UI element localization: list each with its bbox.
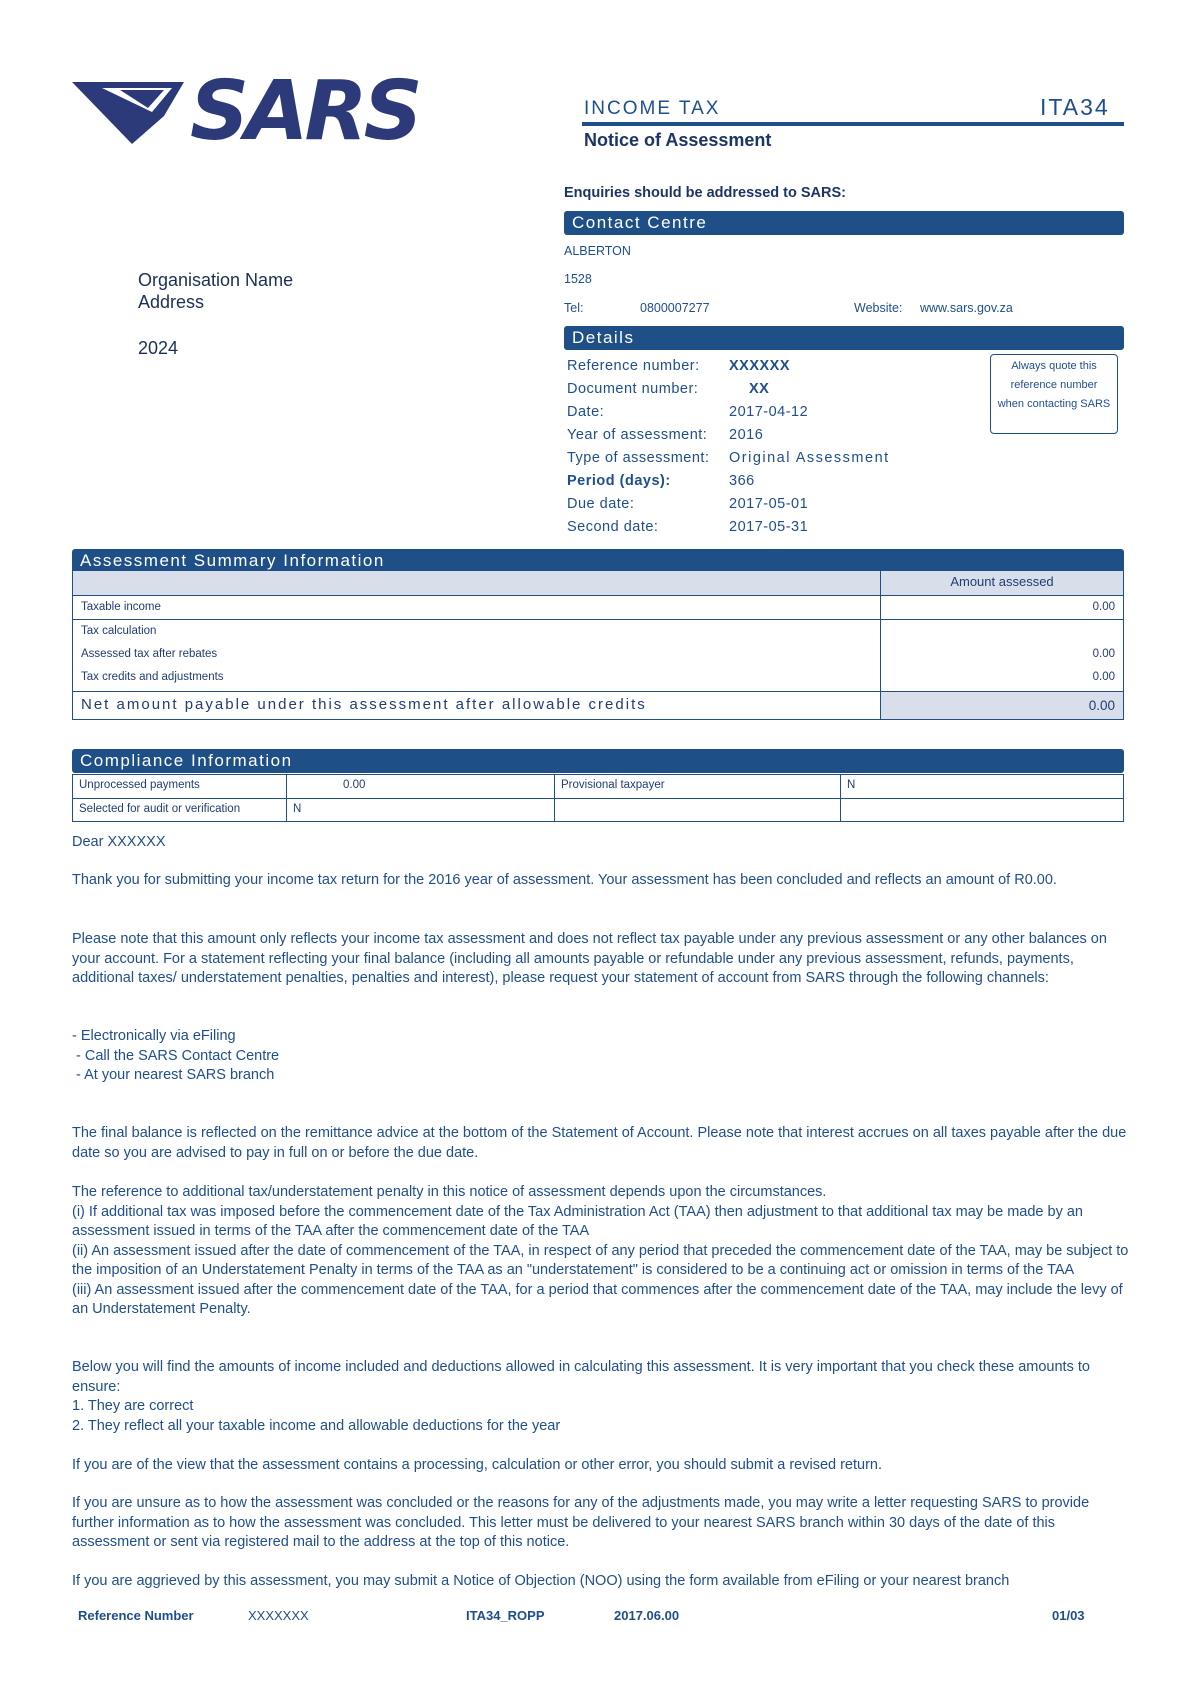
detail-label: Second date: <box>567 519 659 535</box>
enquiries-heading: Enquiries should be addressed to SARS: <box>564 185 846 201</box>
detail-label: Period (days): <box>567 473 671 489</box>
letter-paragraph-2: Please note that this amount only reflects your income tax assessment and does not reflect tax payable under any previous assessment or any other balances on your account. For a statement reflecting your final balance (including all amounts payable or refundable under any previous assessment, refunds, payments, additional taxes/ understatement penalties, penalties and interest), please request your statement of account from SARS through the following channels: <box>72 931 1107 986</box>
quote-reference-note: Always quote this reference number when contacting SARS <box>990 354 1118 434</box>
audit-label: Selected for audit or verification <box>73 799 287 821</box>
detail-value: Original Assessment <box>729 450 890 466</box>
letter-paragraph-1: Thank you for submitting your income tax return for the 2016 year of assessment. Your assessment has been concluded and reflects an amount of R0.00. <box>72 872 1057 888</box>
net-amount-value: 0.00 <box>881 692 1123 719</box>
notice-title: Notice of Assessment <box>584 130 772 150</box>
footer-version: 2017.06.00 <box>614 1608 680 1623</box>
tax-credits-value: 0.00 <box>1092 671 1115 683</box>
tel-label: Tel: <box>564 301 584 315</box>
detail-type <box>567 450 890 466</box>
website-link[interactable]: www.sars.gov.za <box>920 301 1013 315</box>
taxable-income-row <box>73 595 1123 619</box>
letter-salutation: Dear XXXXXX <box>72 834 166 850</box>
compliance-empty-cell <box>841 799 1123 821</box>
contact-postal-code: 1528 <box>564 272 592 286</box>
footer-page-number: 01/03 <box>1052 1608 1085 1623</box>
penalty-point-i: (i) If additional tax was imposed before the commencement date of the Tax Administration Act (TAA) then adjustment to that additional tax may be made by an assessment issued in terms of the TAA after the commencement date of the TAA <box>72 1203 1083 1239</box>
penalty-intro: The reference to additional tax/understatement penalty in this notice of assessment depends upon the circumstances. <box>72 1184 827 1200</box>
detail-label: Date: <box>567 404 605 420</box>
detail-label: Reference number: <box>567 358 700 374</box>
summary-header-row <box>73 571 1123 595</box>
tax-calculation-block <box>73 619 1123 691</box>
unprocessed-payments-value: 0.00 <box>287 775 555 798</box>
channel-branch: - At your nearest SARS branch <box>72 1067 275 1083</box>
tel-value: 0800007277 <box>640 301 710 315</box>
tax-calculation-labels <box>73 620 881 691</box>
compliance-empty-cell <box>555 799 841 821</box>
compliance-row-1 <box>73 775 1123 798</box>
details-bar: Details <box>564 326 1124 350</box>
taxable-income-label: Taxable income <box>73 596 881 619</box>
website-label: Website: <box>854 301 903 315</box>
assessed-tax-value: 0.00 <box>1092 648 1115 660</box>
assessed-tax-label: Assessed tax after rebates <box>81 648 218 660</box>
compliance-bar: Compliance Information <box>72 749 1124 773</box>
net-amount-row <box>73 691 1123 719</box>
form-code: ITA34 <box>1040 94 1110 120</box>
provisional-taxpayer-label: Provisional taxpayer <box>555 775 841 798</box>
detail-period <box>567 473 755 489</box>
letter-paragraph-8: If you are aggrieved by this assessment, you may submit a Notice of Objection (NOO) using the form available from eFiling or your nearest branch <box>72 1573 1010 1589</box>
letter-paragraph-5 <box>72 1358 1132 1436</box>
contact-city: ALBERTON <box>564 244 631 258</box>
detail-date <box>567 404 808 420</box>
detail-value: XX <box>749 381 770 397</box>
sars-logo-text: SARS <box>190 64 419 159</box>
assessment-summary-table <box>72 570 1124 720</box>
income-tax-heading: INCOME TAX <box>584 98 721 119</box>
detail-second-date <box>567 519 808 535</box>
contact-centre-bar: Contact Centre <box>564 211 1124 235</box>
check-amounts-intro: Below you will find the amounts of income included and deductions allowed in calculating this assessment. It is very important that you check these amounts to ensure: <box>72 1359 1090 1395</box>
letter-paragraph-3: The final balance is reflected on the remittance advice at the bottom of the Statement of Account. Please note that interest accrues on all taxes payable after the due date so you are advised to pay in full on or before the due date. <box>72 1125 1127 1161</box>
summary-header-blank <box>73 571 881 595</box>
sars-logo <box>72 64 419 159</box>
detail-label: Due date: <box>567 496 635 512</box>
tax-calculation-values <box>881 620 1123 691</box>
penalty-point-iii: (iii) An assessment issued after the commencement date of the TAA, for a period that commences after the commencement date of the TAA, may include the levy of an Understatement Penalty. <box>72 1281 1123 1317</box>
recipient-year: 2024 <box>138 338 179 358</box>
tax-calculation-value-blank <box>889 623 1115 646</box>
recipient-name: Organisation Name <box>138 270 294 290</box>
letter-paragraph-6: If you are of the view that the assessment contains a processing, calculation or other error, you should submit a revised return. <box>72 1457 883 1473</box>
detail-value: 2017-04-12 <box>729 404 809 420</box>
tax-credits-label: Tax credits and adjustments <box>81 671 224 683</box>
channel-contact-centre: - Call the SARS Contact Centre <box>72 1047 280 1064</box>
letter-paragraph-4 <box>72 1183 1132 1320</box>
detail-value: 366 <box>729 473 755 489</box>
audit-value: N <box>287 799 555 821</box>
unprocessed-payments-label: Unprocessed payments <box>73 775 287 798</box>
tax-calculation-label: Tax calculation <box>81 625 157 637</box>
detail-document <box>567 381 769 397</box>
recipient-address: Address <box>138 292 205 312</box>
check-point-2: 2. They reflect all your taxable income and allowable deductions for the year <box>72 1417 561 1434</box>
footer-reference-label: Reference Number <box>78 1608 194 1623</box>
detail-value: 2017-05-31 <box>729 519 809 535</box>
detail-value: 2017-05-01 <box>729 496 809 512</box>
detail-year <box>567 427 763 443</box>
letter-paragraph-7: If you are unsure as to how the assessment was concluded or the reasons for any of the adjustments made, you may write a letter requesting SARS to provide further information as to how the assessment was concluded. This letter must be delivered to your nearest SARS branch within 30 days of the date of this assessment or sent via registered mail to the address at the top of this notice. <box>72 1495 1090 1550</box>
detail-label: Year of assessment: <box>567 427 708 443</box>
detail-reference <box>567 358 790 374</box>
compliance-table <box>72 774 1124 822</box>
channel-efiling: - Electronically via eFiling <box>72 1028 236 1044</box>
provisional-taxpayer-value: N <box>847 779 856 791</box>
channels-list <box>72 1027 1132 1086</box>
taxable-income-value: 0.00 <box>1092 601 1115 613</box>
amount-assessed-header: Amount assessed <box>950 574 1054 589</box>
detail-value: 2016 <box>729 427 764 443</box>
compliance-row-2 <box>73 798 1123 821</box>
net-amount-label: Net amount payable under this assessment after allowable credits <box>73 692 881 719</box>
check-point-1: 1. They are correct <box>72 1398 194 1414</box>
footer-form-id: ITA34_ROPP <box>466 1608 545 1623</box>
detail-label: Type of assessment: <box>567 450 710 466</box>
footer-reference-value: XXXXXXX <box>248 1608 309 1623</box>
assessment-summary-bar: Assessment Summary Information <box>72 549 1124 573</box>
detail-value: XXXXXX <box>729 358 791 374</box>
detail-label: Document number: <box>567 381 699 397</box>
penalty-point-ii: (ii) An assessment issued after the date of commencement of the TAA, in respect of any period that preceded the commencement date of the TAA, may be subject to the imposition of an Understatement Penalty in terms of the TAA as an "understatement" is considered to be a continuing act or omission in terms of the TAA <box>72 1242 1129 1278</box>
header-rule <box>582 122 1124 126</box>
detail-due-date <box>567 496 808 512</box>
